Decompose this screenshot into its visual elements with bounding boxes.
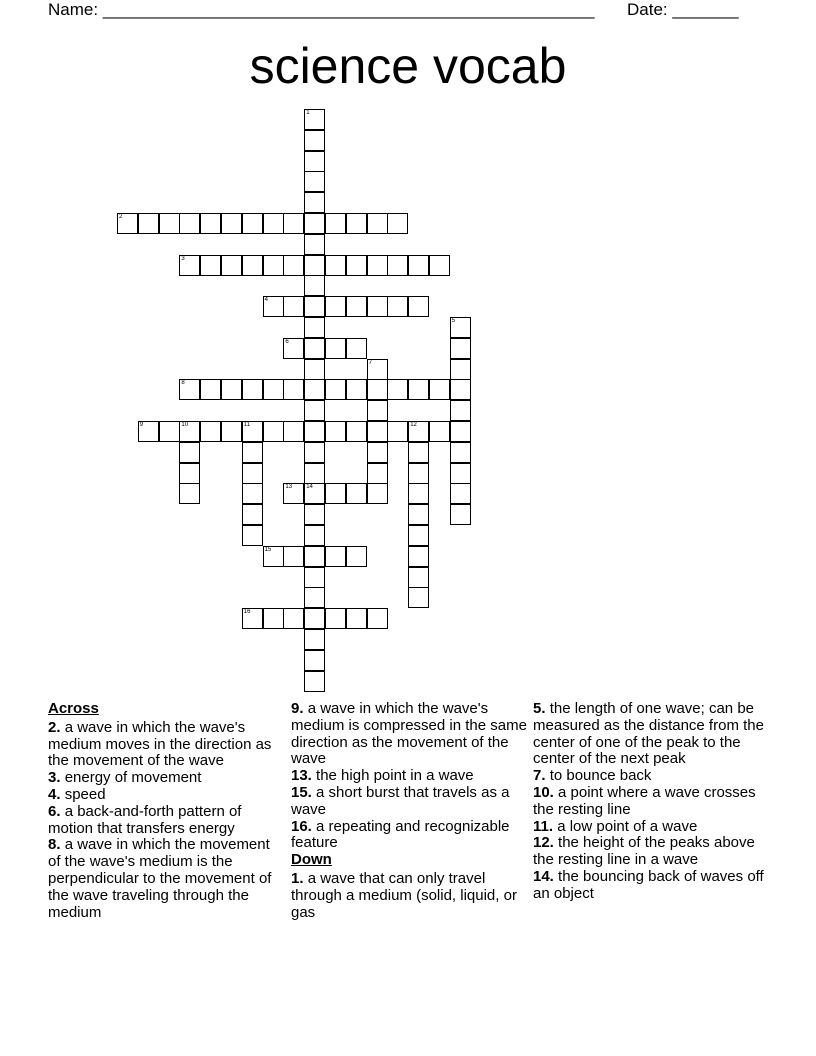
crossword-cell[interactable]	[387, 421, 408, 442]
crossword-cell[interactable]	[346, 483, 367, 504]
cell-number: 9	[139, 422, 144, 428]
crossword-cell[interactable]	[450, 442, 471, 463]
crossword-cell[interactable]	[387, 296, 408, 317]
crossword-cell[interactable]	[346, 255, 367, 276]
crossword-cell[interactable]	[387, 255, 408, 276]
crossword-cell[interactable]	[221, 421, 242, 442]
crossword-cell[interactable]	[346, 338, 367, 359]
across-clue	[291, 701, 527, 768]
crossword-cell[interactable]	[304, 504, 325, 525]
crossword-cell[interactable]	[450, 463, 471, 484]
cell-number: 16	[243, 609, 251, 616]
crossword-cell[interactable]	[304, 463, 325, 484]
clue-text: a wave in which the wave's medium is compressed in the same direction as the movement of the wave	[291, 700, 527, 768]
clue-column-1	[48, 701, 284, 921]
crossword-cell[interactable]	[200, 255, 221, 276]
crossword-cell[interactable]	[304, 192, 325, 213]
crossword-cell[interactable]	[304, 275, 325, 296]
clue-column-3	[533, 701, 769, 903]
crossword-cell[interactable]	[117, 213, 138, 234]
crossword-cell[interactable]	[221, 213, 242, 234]
crossword-cell[interactable]	[179, 483, 200, 504]
crossword-cell[interactable]	[325, 338, 346, 359]
cell-number: 11	[243, 422, 251, 428]
across-clue	[48, 787, 284, 804]
down-clue	[533, 701, 769, 768]
clue-number: 2.	[48, 718, 61, 736]
crossword-cell[interactable]	[429, 421, 450, 442]
across-clue	[291, 785, 527, 819]
clue-number: 1.	[291, 869, 304, 887]
crossword-cell[interactable]	[429, 255, 450, 276]
crossword-cell[interactable]	[450, 317, 471, 338]
crossword-cell[interactable]	[304, 421, 325, 442]
crossword-cell[interactable]	[304, 317, 325, 338]
down-clue	[533, 869, 769, 903]
crossword-cell[interactable]	[367, 213, 388, 234]
crossword-cell[interactable]	[325, 255, 346, 276]
date-field-label: Date: _______	[627, 0, 739, 19]
crossword-cell[interactable]	[367, 608, 388, 629]
crossword-cell[interactable]	[367, 255, 388, 276]
crossword-cell[interactable]	[408, 504, 429, 525]
crossword-cell[interactable]	[304, 525, 325, 546]
clue-number: 16.	[291, 817, 312, 835]
crossword-cell[interactable]	[242, 442, 263, 463]
crossword-cell[interactable]	[367, 463, 388, 484]
crossword-cell[interactable]	[179, 463, 200, 484]
crossword-cell[interactable]	[304, 442, 325, 463]
crossword-cell[interactable]	[346, 213, 367, 234]
crossword-cell[interactable]	[325, 379, 346, 400]
clue-text: a repeating and recognizable feature	[291, 817, 510, 852]
clue-number: 14.	[533, 867, 554, 885]
crossword-cell[interactable]	[283, 608, 304, 629]
crossword-cell[interactable]	[325, 421, 346, 442]
crossword-cell[interactable]	[283, 213, 304, 234]
crossword-cell[interactable]	[304, 171, 325, 192]
crossword-cell[interactable]	[242, 504, 263, 525]
crossword-cell[interactable]	[408, 379, 429, 400]
crossword-cell[interactable]	[283, 546, 304, 567]
cell-number: 5	[451, 318, 456, 324]
crossword-cell[interactable]	[304, 109, 325, 130]
cell-number: 14	[306, 484, 313, 491]
crossword-cell[interactable]	[242, 463, 263, 484]
clue-column-2	[291, 701, 527, 921]
clue-number: 15.	[291, 783, 312, 801]
down-heading: Down	[291, 851, 332, 869]
clue-text: the bouncing back of waves off an object	[533, 867, 764, 902]
crossword-cell[interactable]	[450, 483, 471, 504]
crossword-cell[interactable]	[179, 213, 200, 234]
crossword-cell[interactable]	[304, 400, 325, 421]
crossword-cell[interactable]	[304, 359, 325, 380]
crossword-cell[interactable]	[179, 379, 200, 400]
crossword-cell[interactable]	[304, 567, 325, 588]
cell-number: 10	[181, 422, 189, 428]
crossword-cell[interactable]	[242, 421, 263, 442]
clue-text: a wave in which the movement of the wave's medium is the perpendicular to the movement of the wave traveling through the medium	[48, 836, 272, 921]
crossword-cell[interactable]	[159, 213, 180, 234]
crossword-cell[interactable]	[179, 442, 200, 463]
across-heading: Across	[48, 700, 99, 717]
clue-number: 12.	[533, 834, 554, 852]
cell-number: 15	[264, 546, 272, 553]
crossword-cell[interactable]	[263, 421, 284, 442]
clue-text: a wave that can only travel through a medium (solid, liquid, or gas	[291, 869, 517, 921]
crossword-cell[interactable]	[263, 608, 284, 629]
crossword-cell[interactable]	[346, 546, 367, 567]
across-clue	[48, 770, 284, 787]
clue-text: to bounce back	[549, 767, 652, 785]
crossword-cell[interactable]	[200, 421, 221, 442]
crossword-cell[interactable]	[325, 546, 346, 567]
crossword-cell[interactable]	[138, 213, 159, 234]
across-clue	[48, 720, 284, 770]
crossword-cell[interactable]	[242, 525, 263, 546]
crossword-cell[interactable]	[200, 379, 221, 400]
crossword-cell[interactable]	[450, 400, 471, 421]
crossword-cell[interactable]	[450, 421, 471, 442]
across-clue	[291, 819, 527, 853]
crossword-cell[interactable]	[242, 608, 263, 629]
crossword-cell[interactable]	[325, 296, 346, 317]
crossword-cell[interactable]	[179, 421, 200, 442]
cell-number: 7	[368, 359, 372, 366]
crossword-cell[interactable]	[408, 567, 429, 588]
clue-number: 4.	[48, 785, 61, 803]
crossword-cell[interactable]	[429, 379, 450, 400]
down-clue	[533, 785, 769, 819]
clue-text: the high point in a wave	[316, 767, 474, 785]
clue-number: 8.	[48, 836, 61, 854]
clue-text: a wave in which the wave's medium moves in the direction as the movement of the wave	[48, 718, 272, 770]
crossword-cell[interactable]	[325, 608, 346, 629]
cell-number: 8	[181, 380, 185, 387]
crossword-cell[interactable]	[408, 546, 429, 567]
crossword-cell[interactable]	[387, 213, 408, 234]
crossword-cell[interactable]	[304, 296, 325, 317]
crossword-cell[interactable]	[367, 400, 388, 421]
crossword-cell[interactable]	[450, 338, 471, 359]
crossword-cell[interactable]	[304, 234, 325, 255]
crossword-cell[interactable]	[304, 608, 325, 629]
crossword-cell[interactable]	[242, 255, 263, 276]
clue-text: a low point of a wave	[557, 817, 698, 835]
cell-number: 13	[285, 484, 293, 491]
across-clue	[291, 768, 527, 785]
crossword-cell[interactable]	[346, 379, 367, 400]
crossword-cell[interactable]	[159, 421, 180, 442]
clue-number: 6.	[48, 802, 61, 820]
crossword-cell[interactable]	[283, 379, 304, 400]
name-field-label: Name: ____________________________________________________	[48, 0, 595, 19]
crossword-cell[interactable]	[346, 296, 367, 317]
crossword-cell[interactable]	[367, 421, 388, 442]
crossword-cell[interactable]	[346, 421, 367, 442]
crossword-cell[interactable]	[138, 421, 159, 442]
crossword-cell[interactable]	[367, 442, 388, 463]
crossword-cell[interactable]	[304, 255, 325, 276]
crossword-cell[interactable]	[367, 379, 388, 400]
crossword-cell[interactable]	[408, 255, 429, 276]
cell-number: 2	[119, 214, 123, 220]
cell-number: 1	[306, 110, 310, 116]
cell-number: 3	[181, 255, 185, 262]
crossword-cell[interactable]	[367, 483, 388, 504]
clue-number: 10.	[533, 783, 554, 801]
crossword-cell[interactable]	[179, 255, 200, 276]
clue-text: a back-and-forth pattern of motion that transfers energy	[48, 802, 242, 837]
crossword-cell[interactable]	[387, 379, 408, 400]
clue-number: 13.	[291, 767, 312, 785]
crossword-cell[interactable]	[283, 255, 304, 276]
crossword-cell[interactable]	[304, 379, 325, 400]
crossword-cell[interactable]	[304, 650, 325, 671]
crossword-cell[interactable]	[304, 151, 325, 172]
crossword-cell[interactable]	[325, 213, 346, 234]
crossword-cell[interactable]	[325, 483, 346, 504]
crossword-cell[interactable]	[450, 359, 471, 380]
clue-text: the length of one wave; can be measured as the distance from the center of one of the peak to the center of the next peak	[533, 700, 764, 768]
clue-number: 11.	[533, 817, 554, 835]
crossword-cell[interactable]	[304, 338, 325, 359]
crossword-cell[interactable]	[450, 379, 471, 400]
clue-number: 3.	[48, 769, 61, 787]
down-clue	[533, 768, 769, 785]
cell-number: 12	[410, 422, 417, 428]
clue-text: a point where a wave crosses the resting line	[533, 783, 756, 818]
crossword-cell[interactable]	[283, 421, 304, 442]
crossword-cell[interactable]	[283, 483, 304, 504]
crossword-cell[interactable]	[242, 483, 263, 504]
crossword-cell[interactable]	[263, 213, 284, 234]
crossword-cell[interactable]	[304, 130, 325, 151]
crossword-cell[interactable]	[367, 359, 388, 380]
crossword-cell[interactable]	[408, 463, 429, 484]
clue-text: the height of the peaks above the resting line in a wave	[533, 834, 755, 869]
crossword-cell[interactable]	[408, 442, 429, 463]
down-clue	[291, 871, 527, 921]
crossword-cell[interactable]	[304, 587, 325, 608]
crossword-cell[interactable]	[304, 671, 325, 692]
crossword-cell[interactable]	[346, 608, 367, 629]
crossword-cell[interactable]	[242, 213, 263, 234]
crossword-cell[interactable]	[304, 483, 325, 504]
crossword-cell[interactable]	[221, 255, 242, 276]
crossword-cell[interactable]	[263, 296, 284, 317]
crossword-cell[interactable]	[408, 296, 429, 317]
crossword-cell[interactable]	[304, 546, 325, 567]
crossword-cell[interactable]	[450, 504, 471, 525]
crossword-cell[interactable]	[408, 525, 429, 546]
crossword-cell[interactable]	[221, 379, 242, 400]
crossword-cell[interactable]	[408, 483, 429, 504]
crossword-cell[interactable]	[242, 379, 263, 400]
crossword-cell[interactable]	[283, 296, 304, 317]
crossword-cell[interactable]	[263, 379, 284, 400]
crossword-cell[interactable]	[263, 546, 284, 567]
crossword-cell[interactable]	[304, 213, 325, 234]
crossword-cell[interactable]	[367, 296, 388, 317]
crossword-cell[interactable]	[283, 338, 304, 359]
crossword-cell[interactable]	[200, 213, 221, 234]
page-title: science vocab	[249, 38, 567, 94]
clue-text: a short burst that travels as a wave	[291, 783, 510, 818]
clue-text: energy of movement	[64, 769, 202, 787]
down-clue	[533, 819, 769, 836]
clue-number: 9.	[291, 700, 304, 717]
down-clue	[533, 835, 769, 869]
cell-number: 6	[285, 338, 289, 345]
cell-number: 4	[264, 297, 268, 304]
clue-text: speed	[64, 785, 106, 803]
across-clue	[48, 837, 284, 921]
clue-number: 5.	[533, 700, 546, 717]
crossword-cell[interactable]	[408, 587, 429, 608]
clue-number: 7.	[533, 767, 546, 785]
crossword-cell[interactable]	[304, 629, 325, 650]
crossword-cell[interactable]	[408, 421, 429, 442]
across-clue	[48, 804, 284, 838]
crossword-cell[interactable]	[263, 255, 284, 276]
